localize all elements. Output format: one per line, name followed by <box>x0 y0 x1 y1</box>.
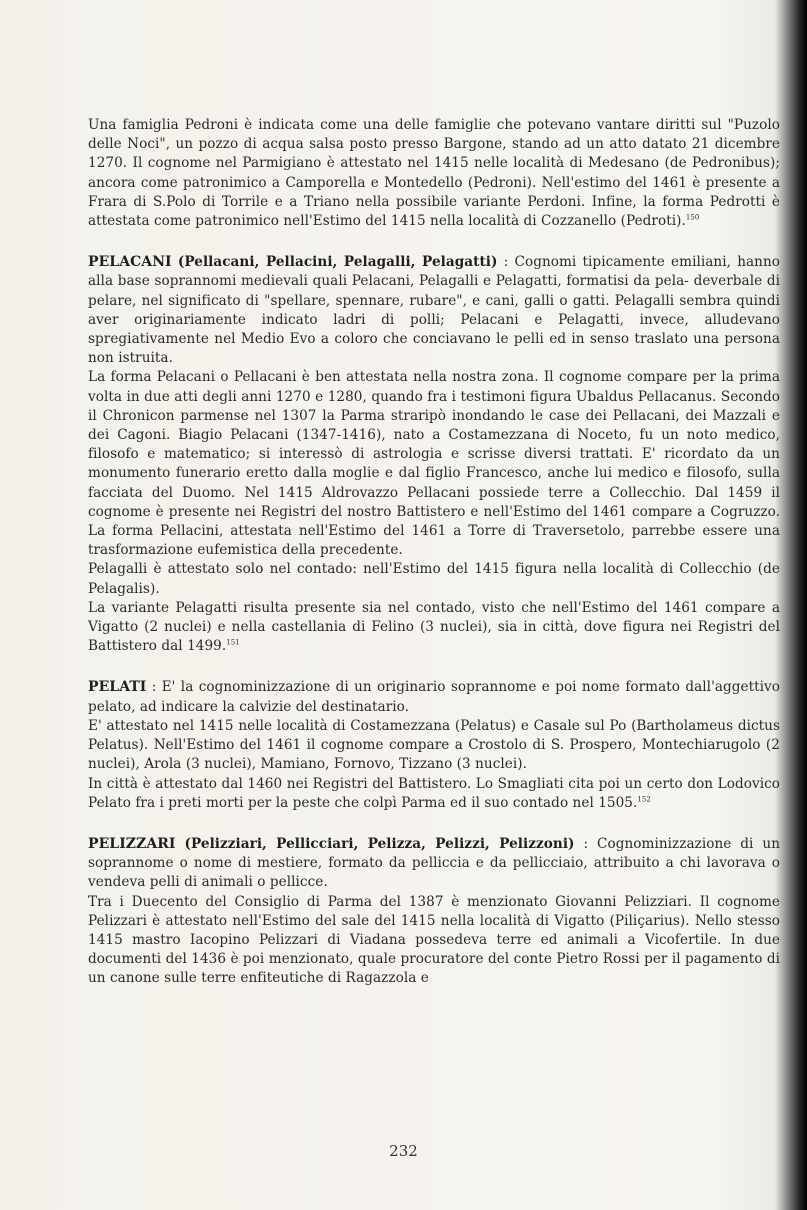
entry-paragraph: La forma Pelacani o Pellacani è ben attestata nella nostra zona. Il cognome compare per la prima volta in due atti degli anni 1270 e 1280, quando fra i testimoni figura Ubaldus Pellacanus. Secondo il Chronicon parmense nel 1307 la Parma straripò inondando le case dei Pellacani, dei Mazzali e dei Cagoni. Biagio Pelacani (1347-1416), nato a Costamezzana di Noceto, fu un noto medico, filosofo e matematico; si interessò di astrologia e scrisse diversi trattati. E' ricordato da un monumento funerario eretto dalla moglie e dal figlio Francesco, anche lui medico e filosofo, sulla facciata del Duomo. Nel 1415 Aldrovazzo Pellacani possiede terre a Collecchio. Dal 1459 il cognome è presente nei Registri del nostro Battistero e nell'Estimo del 1461 compare a Cogruzzo. La forma Pellacini, attestata nell'Estimo del 1461 a Torre di Traversetolo, parrebbe essere una trasformazione eufemistica della precedente. <box>88 369 780 559</box>
paragraph-text: In città è attestato dal 1460 nei Registri del Battistero. Lo Smagliati cita poi un certo don Lodovico Pelato fra i preti morti per la peste che colpì Parma ed il suo contado nel 1505. <box>88 775 780 811</box>
entry-pelati <box>88 678 780 812</box>
footnote-ref: 150 <box>685 213 700 222</box>
entry-paragraph <box>88 678 780 716</box>
paragraph-text: : Cognomi tipicamente emiliani, hanno alla base soprannomi medievali quali Pelacani, Pelagalli e Pelagatti, formatisi da pela- deverbale di pelare, nel significato di "spellare, spennare, rubare", e cani, galli o gatti. Pelagalli sembra quindi aver originariamente indicato ladri di polli; Pelacani e Pelagatti, invece, alludevano spregiativamente nel Medio Evo a coloro che conciavano le pelli ed in senso traslato una persona non istruita. <box>88 254 780 367</box>
entry-paragraph <box>88 835 780 893</box>
entry-paragraph: E' attestato nel 1415 nelle località di Costamezzana (Pelatus) e Casale sul Po (Bartholameus dictus Pelatus). Nell'Estimo del 1461 il cognome compare a Crostolo di S. Prospero, Montechiarugolo (2 nuclei), Arola (3 nuclei), Mamiano, Fornovo, Tizzano (3 nuclei). <box>88 717 780 773</box>
intro-text: Una famiglia Pedroni è indicata come una delle famiglie che potevano vantare diritti sul "Puzolo delle Noci", un pozzo di acqua salsa posto presso Bargone, stando ad un atto datato 21 dicembre 1270. Il cognome nel Parmigiano è attestato nel 1415 nelle località di Medesano (de Pedronibus); ancora come patronimico a Camporella e Montedello (Pedroni). Nell'estimo del 1461 è presente a Frara di S.Polo di Torrile e a Triano nella possibile variante Perdoni. Infine, la forma Pedrotti è attestata come patronimico nell'Estimo del 1415 nella località di Cozzanello (Pedroti). <box>88 117 780 230</box>
entry-headword: PELATI <box>88 679 147 696</box>
entry-pedroni <box>88 116 780 231</box>
entry-variants: (Pellacani, Pellacini, Pelagalli, Pelagatti) <box>177 254 498 271</box>
entry-paragraph <box>88 253 780 368</box>
entry-paragraph <box>88 775 780 813</box>
entry-paragraph <box>88 599 780 657</box>
intro-paragraph <box>88 116 780 231</box>
entry-headword: PELACANI <box>88 254 172 271</box>
paragraph-text: La variante Pelagatti risulta presente sia nel contado, visto che nell'Estimo del 1461 compare a Vigatto (2 nuclei) e nella castellania di Felino (3 nuclei), sia in città, dove figura nei Registri del Battistero dal 1499. <box>88 599 780 655</box>
footnote-ref: 151 <box>226 638 240 647</box>
paragraph-text: : Cognominizzazione di un soprannome o nome di mestiere, formato da pelliccia e da pellicciaio, attribuito a chi lavorava o vendeva pelli di animali o pellicce. <box>88 835 781 891</box>
entry-paragraph: Pelagalli è attestato solo nel contado: nell'Estimo del 1415 figura nella località di Collecchio (de Pelagalis). <box>88 561 780 597</box>
footnote-ref: 152 <box>637 795 651 804</box>
entry-headword: PELIZZARI <box>88 835 176 852</box>
entry-paragraph: Tra i Duecento del Consiglio di Parma del 1387 è menzionato Giovanni Pelizziari. Il cognome Pelizzari è attestato nell'Estimo del sale del 1415 nella località di Vigatto (Piliçarius). Nello stesso 1415 mastro Iacopino Pelizzari di Viadana possedeva terre ed animali a Vicofertile. In due documenti del 1436 è poi menzionato, quale procuratore del conte Pietro Rossi per il pagamento di un canone sulle terre enfiteutiche di Ragazzola e <box>88 893 780 987</box>
page-number: 232 <box>389 1142 418 1160</box>
entry-pelizzari <box>88 835 780 989</box>
entry-variants: (Pelizziari, Pellicciari, Pelizza, Pelizzi, Pelizzoni) <box>184 835 575 852</box>
paragraph-text: : E' la cognominizzazione di un originario soprannome e poi nome formato dall'aggettivo pelato, ad indicare la calvizie del destinatario. <box>88 679 780 715</box>
body-text <box>88 116 780 1011</box>
entry-pelacani <box>88 253 780 656</box>
